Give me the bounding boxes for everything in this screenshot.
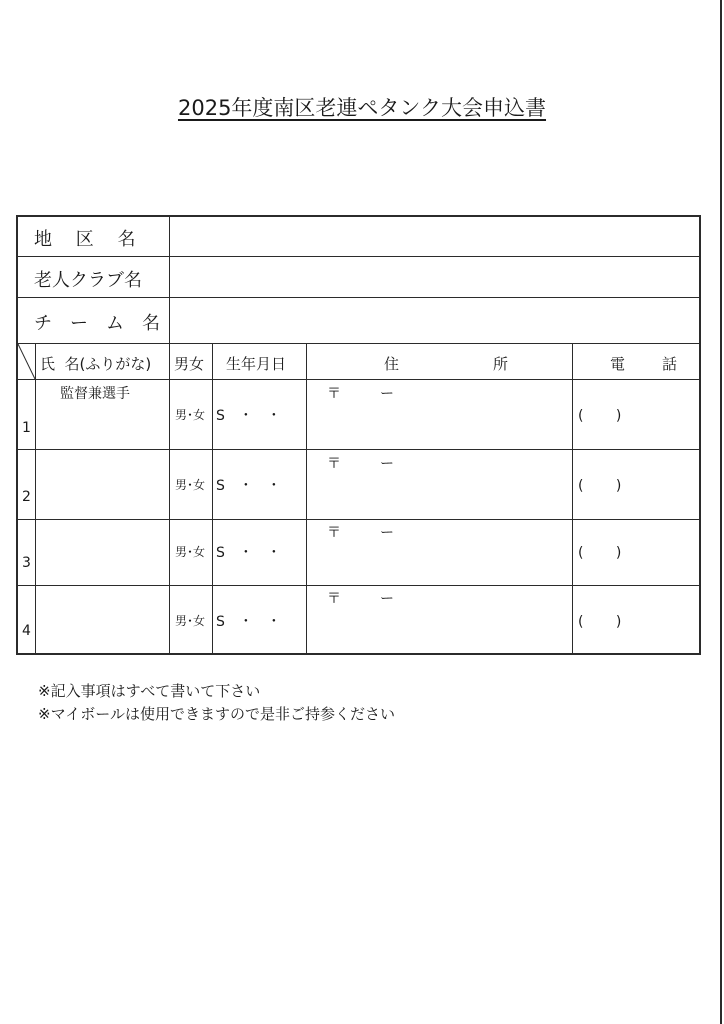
header-name: 氏 名(ふりがな) (40, 355, 152, 373)
row-3-gender: 男･女 (175, 545, 206, 559)
district-name-label: 地 区 名 (34, 229, 136, 250)
row-1-postal-dash: ー (380, 386, 394, 402)
note-own-ball: ※マイボールは使用できますので是非ご持参ください (38, 705, 395, 723)
row-2-postal-mark: 〒 (327, 456, 341, 472)
row-1-number: 1 (22, 420, 31, 436)
row-3-postal-dash: ー (380, 525, 394, 541)
header-gender: 男女 (174, 355, 205, 373)
birth-column-line (306, 343, 307, 653)
row-2-number: 2 (22, 489, 31, 505)
name-column-line (169, 343, 170, 653)
row-3-number: 3 (22, 555, 31, 571)
team-name-label: チ ー ム 名 (34, 313, 160, 334)
header-address-part-1: 住 (384, 355, 400, 373)
header-phone-part-2: 話 (662, 355, 678, 373)
entry-row-divider-3 (18, 585, 699, 586)
club-name-label: 老人クラブ名 (34, 270, 142, 291)
note-fill-all-items: ※記入事項はすべて書いて下さい (38, 682, 261, 700)
info-row-divider-2 (18, 297, 699, 298)
row-1-gender: 男･女 (175, 408, 206, 422)
entry-row-divider-1 (18, 449, 699, 450)
row-4-birth: S ・ ・ (216, 614, 281, 630)
row-4-postal-mark: 〒 (327, 591, 341, 607)
row-4-gender: 男･女 (175, 614, 206, 628)
application-form-table (16, 215, 701, 655)
form-title (0, 92, 724, 122)
row-2-gender: 男･女 (175, 478, 206, 492)
row-4-postal-dash: ー (380, 591, 394, 607)
header-birth-date: 生年月日 (226, 355, 287, 373)
row-2-birth: S ・ ・ (216, 478, 281, 494)
address-column-line (572, 343, 573, 653)
page-edge-line (720, 0, 722, 1024)
header-address-part-2: 所 (493, 355, 509, 373)
row-3-birth: S ・ ・ (216, 545, 281, 561)
row-2-phone: ( ) (578, 478, 622, 494)
form-title-text: 2025年度南区老連ペタンク大会申込書 (177, 96, 547, 120)
entry-row-divider-2 (18, 519, 699, 520)
header-phone-part-1: 電 (610, 355, 626, 373)
row-2-postal-dash: ー (380, 456, 394, 472)
row-1-postal-mark: 〒 (327, 386, 341, 402)
row-4-phone: ( ) (578, 614, 622, 630)
info-row-divider-1 (18, 256, 699, 257)
row-1-role: 監督兼選手 (60, 386, 130, 402)
info-row-divider-3 (18, 343, 699, 344)
row-1-birth: S ・ ・ (216, 408, 281, 424)
notes-section (38, 680, 395, 726)
info-label-column-line (169, 217, 170, 343)
gender-column-line (212, 343, 213, 653)
row-4-number: 4 (22, 623, 31, 639)
row-1-phone: ( ) (578, 408, 622, 424)
row-3-phone: ( ) (578, 545, 622, 561)
header-row-divider (18, 379, 699, 380)
row-3-postal-mark: 〒 (327, 525, 341, 541)
